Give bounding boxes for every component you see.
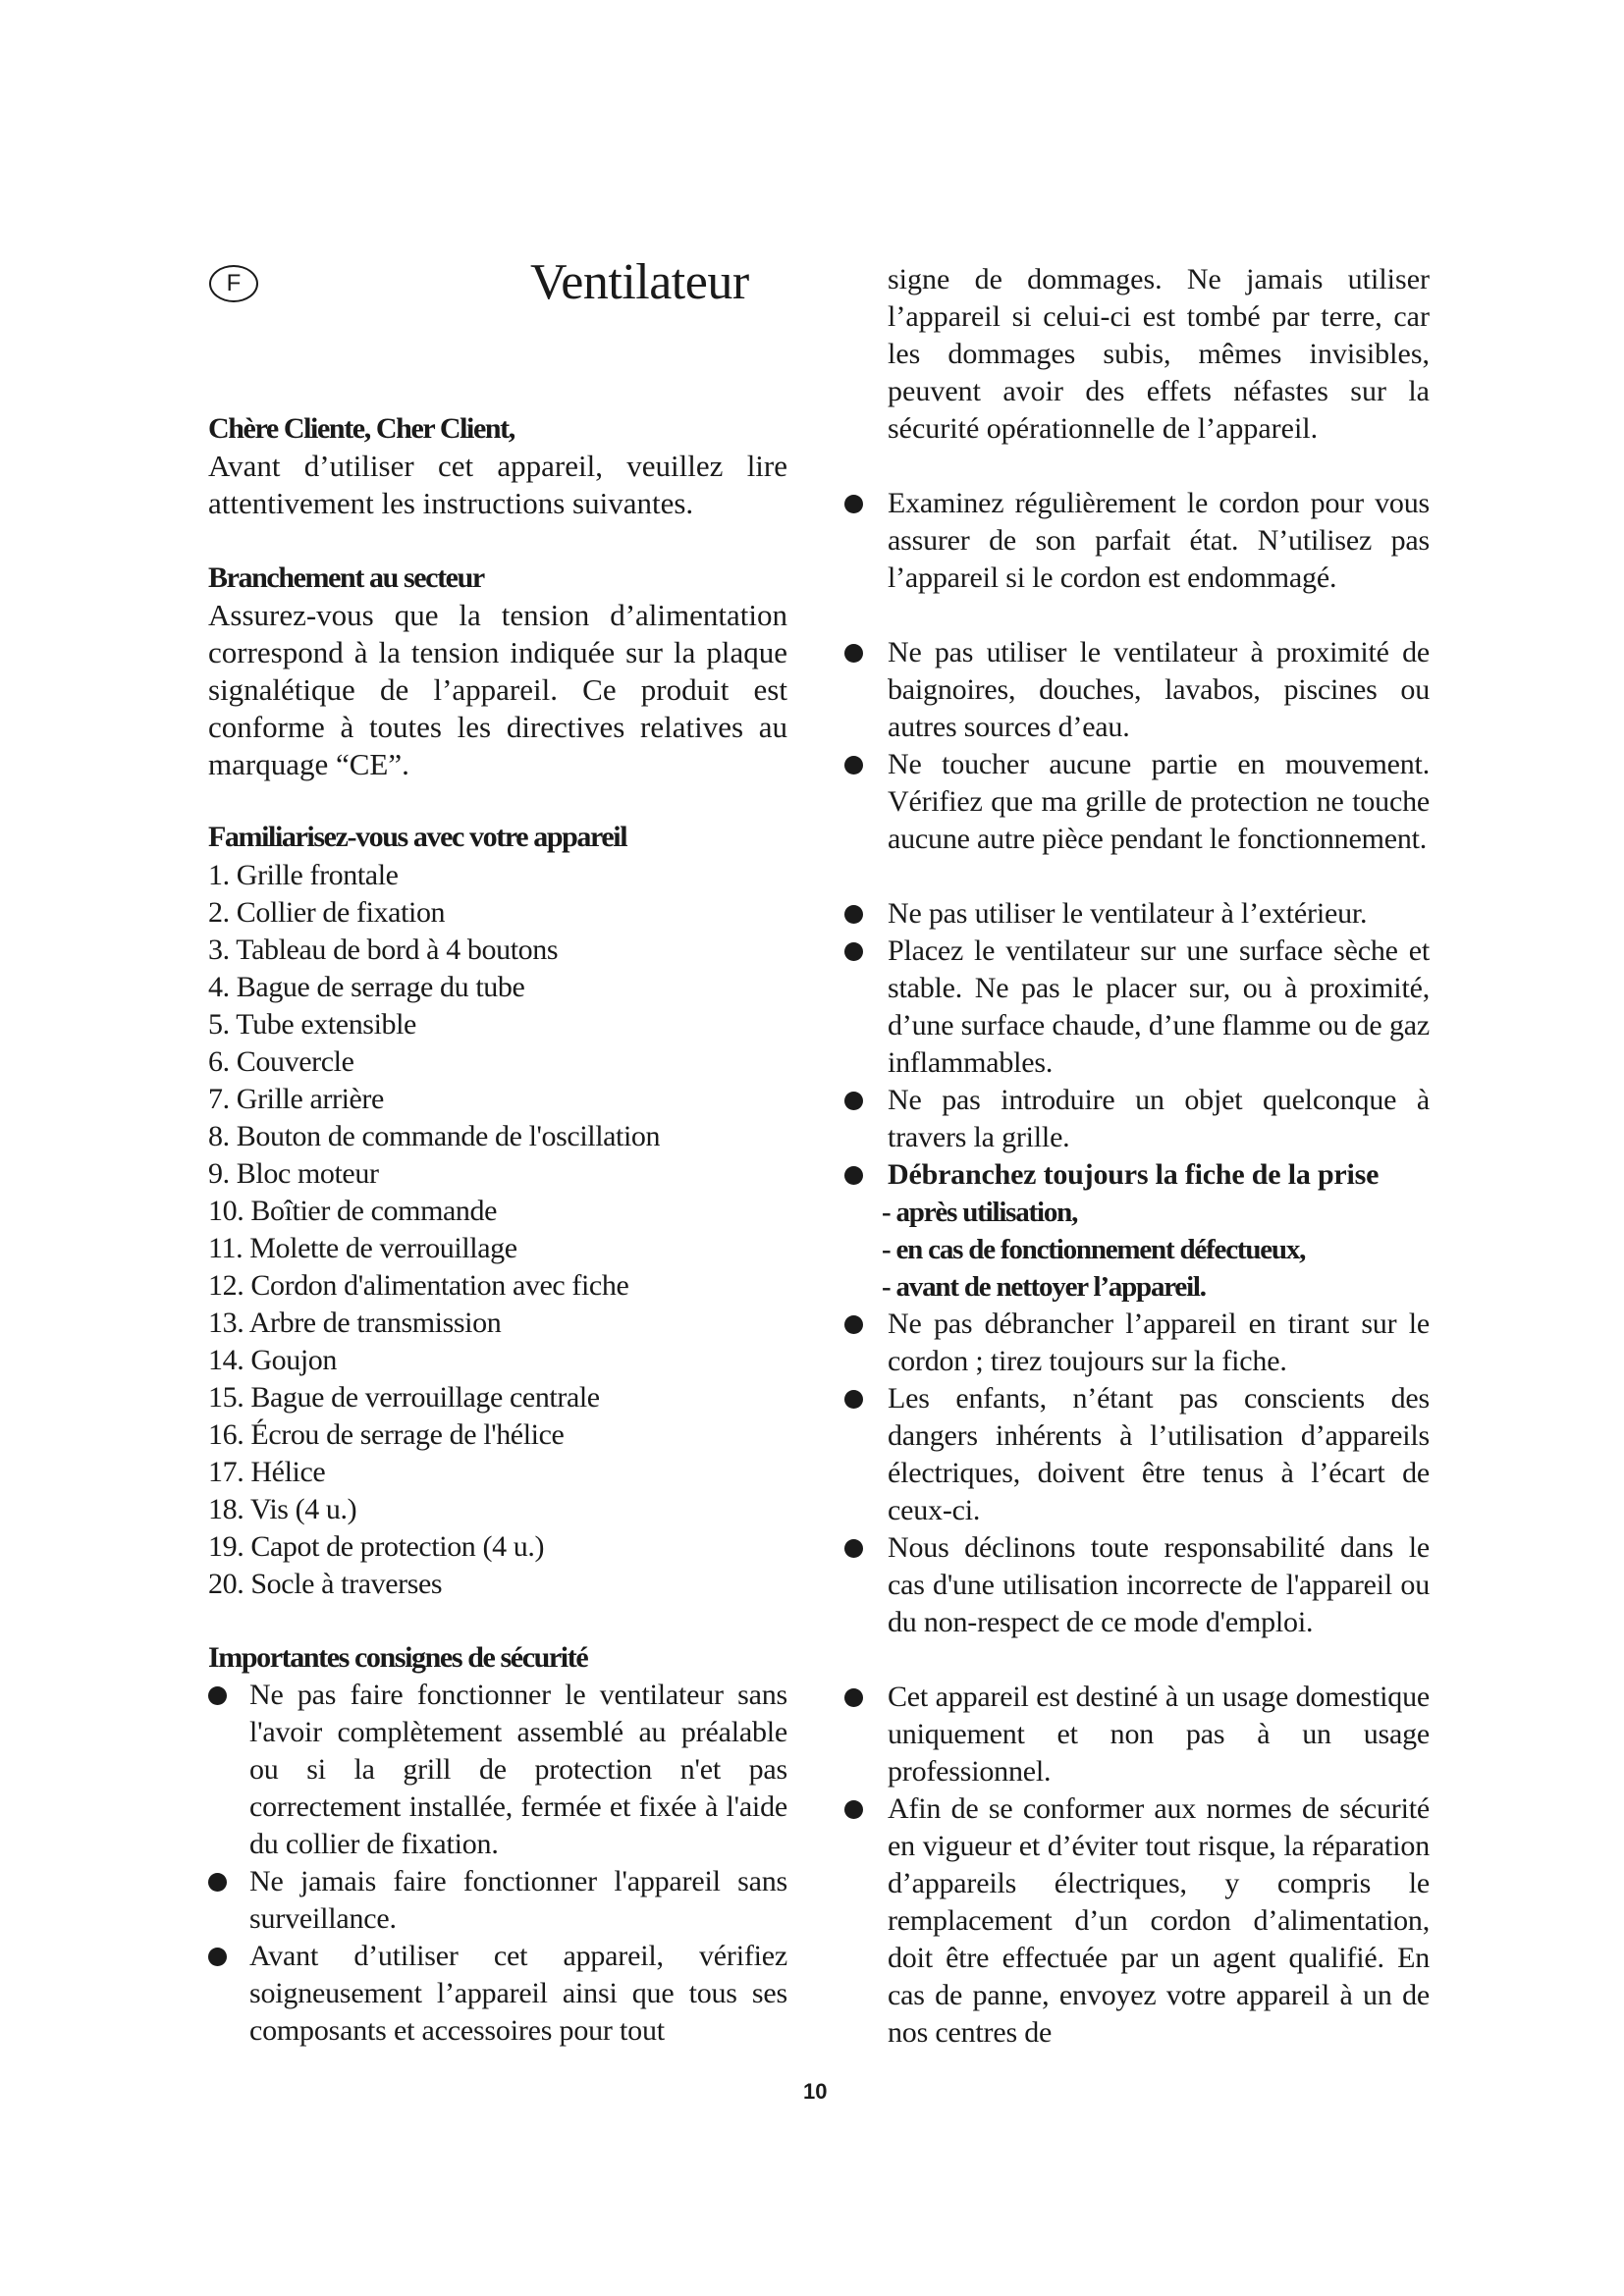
safety-bullet — [844, 1306, 1430, 1380]
bullet-icon — [844, 1539, 863, 1558]
list-item: 13. Arbre de transmission — [208, 1307, 502, 1339]
bullet-text: Débranchez toujours la fiche de la prise — [888, 1158, 1380, 1191]
bullet-text: Cet appareil est destiné à un usage domestique uniquement et non pas à un usage professionnel. — [888, 1681, 1430, 1788]
bullet-icon — [844, 1800, 863, 1819]
greeting-text: Avant d’utiliser cet appareil, veuillez lire attentivement les instructions suivantes. — [208, 449, 787, 520]
list-item: 18. Vis (4 u.) — [208, 1493, 357, 1525]
list-item: 4. Bague de serrage du tube — [208, 971, 525, 1003]
list-item: 3. Tableau de bord à 4 boutons — [208, 934, 559, 966]
list-item: 11. Molette de verrouillage — [208, 1232, 517, 1264]
bullet-icon — [844, 942, 863, 961]
bullet-text: Ne pas utiliser le ventilateur à proximité de baignoires, douches, lavabos, piscines ou autres sources d’eau. — [888, 636, 1430, 743]
bullet-icon — [844, 495, 863, 513]
continuation-text: signe de dommages. Ne jamais utiliser l’appareil si celui-ci est tombé par terre, car les dommages subis, mêmes invisibles, peuvent avoir des effets néfastes sur la sécurité opérationnelle de l’appareil. — [888, 263, 1430, 445]
bullet-icon — [844, 1166, 863, 1185]
bullet-icon — [844, 1092, 863, 1110]
safety-bullet — [208, 1677, 787, 1863]
list-item: 15. Bague de verrouillage centrale — [208, 1381, 600, 1414]
safety-bullet — [844, 746, 1430, 895]
bullet-icon — [844, 905, 863, 924]
unplug-item: - en cas de fonctionnement défectueux, — [882, 1234, 1306, 1265]
bullet-text: Avant d’utiliser cet appareil, vérifiez soigneusement l’appareil ainsi que tous ses composants et accessoires pour tout — [249, 1940, 787, 2047]
safety-bullet — [844, 1380, 1430, 1529]
list-item: 17. Hélice — [208, 1456, 326, 1488]
unplug-item: - avant de nettoyer l’appareil. — [882, 1271, 1206, 1303]
page-title: Ventilateur — [530, 254, 749, 310]
safety-bullet — [844, 634, 1430, 746]
list-item: 16. Écrou de serrage de l'hélice — [208, 1418, 565, 1451]
safety-heading: Importantes consignes de sécurité — [208, 1641, 588, 1674]
list-item: 8. Bouton de commande de l'oscillation — [208, 1120, 661, 1152]
mains-heading: Branchement au secteur — [208, 561, 484, 594]
safety-bullet-unplug — [844, 1156, 1430, 1194]
mains-text: Assurez-vous que la tension d’alimentation correspond à la tension indiquée sur la plaque signalétique de l’appareil. Ce produit est conforme à toutes les directives relatives au marquage “CE”. — [208, 598, 787, 781]
list-item: 5. Tube extensible — [208, 1008, 416, 1041]
list-item: 6. Couvercle — [208, 1045, 354, 1078]
list-item: 10. Boîtier de commande — [208, 1195, 498, 1227]
safety-bullet — [208, 1938, 787, 2050]
bullet-icon — [844, 1688, 863, 1707]
bullet-text: Ne pas utiliser le ventilateur à l’extérieur. — [888, 897, 1368, 930]
bullet-text: Ne pas introduire un objet quelconque à travers la grille. — [888, 1084, 1430, 1153]
bullet-icon — [208, 1686, 227, 1705]
safety-bullet — [844, 895, 1430, 933]
safety-bullet — [844, 1529, 1430, 1679]
bullet-text: Examinez régulièrement le cordon pour vous assurer de son parfait état. N’utilisez pas l’appareil si le cordon est endommagé. — [888, 487, 1430, 594]
safety-bullet — [844, 1082, 1430, 1156]
bullet-text: Placez le ventilateur sur une surface sèche et stable. Ne pas le placer sur, ou à proximité, d’une surface chaude, d’une flamme ou de gaz inflammables. — [888, 934, 1430, 1079]
bullet-text: Ne toucher aucune partie en mouvement. Vérifiez que ma grille de protection ne touche aucune autre pièce pendant le fonctionnement. — [888, 748, 1430, 855]
bullet-text: Ne pas débrancher l’appareil en tirant sur le cordon ; tirez toujours sur la fiche. — [888, 1308, 1430, 1377]
list-item: 14. Goujon — [208, 1344, 338, 1376]
bullet-icon — [844, 1315, 863, 1334]
bullet-text: Ne pas faire fonctionner le ventilateur sans l'avoir complètement assemblé au préalable ou si la grill de protection n'et pas correctement installée, fermée et fixée à l'aide du collier de fixation. — [249, 1679, 787, 1860]
bullet-text: Afin de se conformer aux normes de sécurité en vigueur et d’éviter tout risque, la réparation d’appareils électriques, y compris le remplacement d’un cordon d’alimentation, doit être effectuée par un agent qualifié. En cas de panne, envoyez votre appareil à un de nos centres de — [888, 1792, 1430, 2049]
list-item: 1. Grille frontale — [208, 859, 399, 891]
safety-bullet — [844, 1790, 1430, 2052]
safety-bullet — [844, 485, 1430, 634]
unplug-item: - après utilisation, — [882, 1197, 1078, 1228]
list-item: 20. Socle à traverses — [208, 1568, 443, 1600]
list-item: 7. Grille arrière — [208, 1083, 384, 1115]
safety-bullet — [844, 1679, 1430, 1790]
bullet-icon — [844, 756, 863, 774]
bullet-icon — [208, 1873, 227, 1892]
safety-bullet — [844, 933, 1430, 1082]
list-item: 19. Capot de protection (4 u.) — [208, 1530, 545, 1563]
list-item: 2. Collier de fixation — [208, 896, 446, 929]
list-item: 9. Bloc moteur — [208, 1157, 379, 1190]
page-number: 10 — [803, 2079, 828, 2104]
list-item: 12. Cordon d'alimentation avec fiche — [208, 1269, 629, 1302]
bullet-icon — [844, 1390, 863, 1409]
bullet-icon — [844, 644, 863, 663]
bullet-text: Ne jamais faire fonctionner l'appareil sans surveillance. — [249, 1865, 787, 1935]
parts-list — [208, 857, 660, 1603]
parts-heading: Familiarisez-vous avec votre appareil — [208, 821, 627, 853]
bullet-text: Nous déclinons toute responsabilité dans le cas d'une utilisation incorrecte de l'appareil ou du non-respect de ce mode d'emploi. — [888, 1531, 1430, 1638]
safety-bullet — [208, 1863, 787, 1938]
greeting-heading: Chère Cliente, Cher Client, — [208, 412, 514, 445]
bullet-icon — [208, 1948, 227, 1966]
bullet-text: Les enfants, n’étant pas conscients des dangers inhérents à l’utilisation d’appareils électriques, doivent être tenus à l’écart de ceux-ci. — [888, 1382, 1430, 1526]
language-badge: F — [209, 265, 258, 302]
